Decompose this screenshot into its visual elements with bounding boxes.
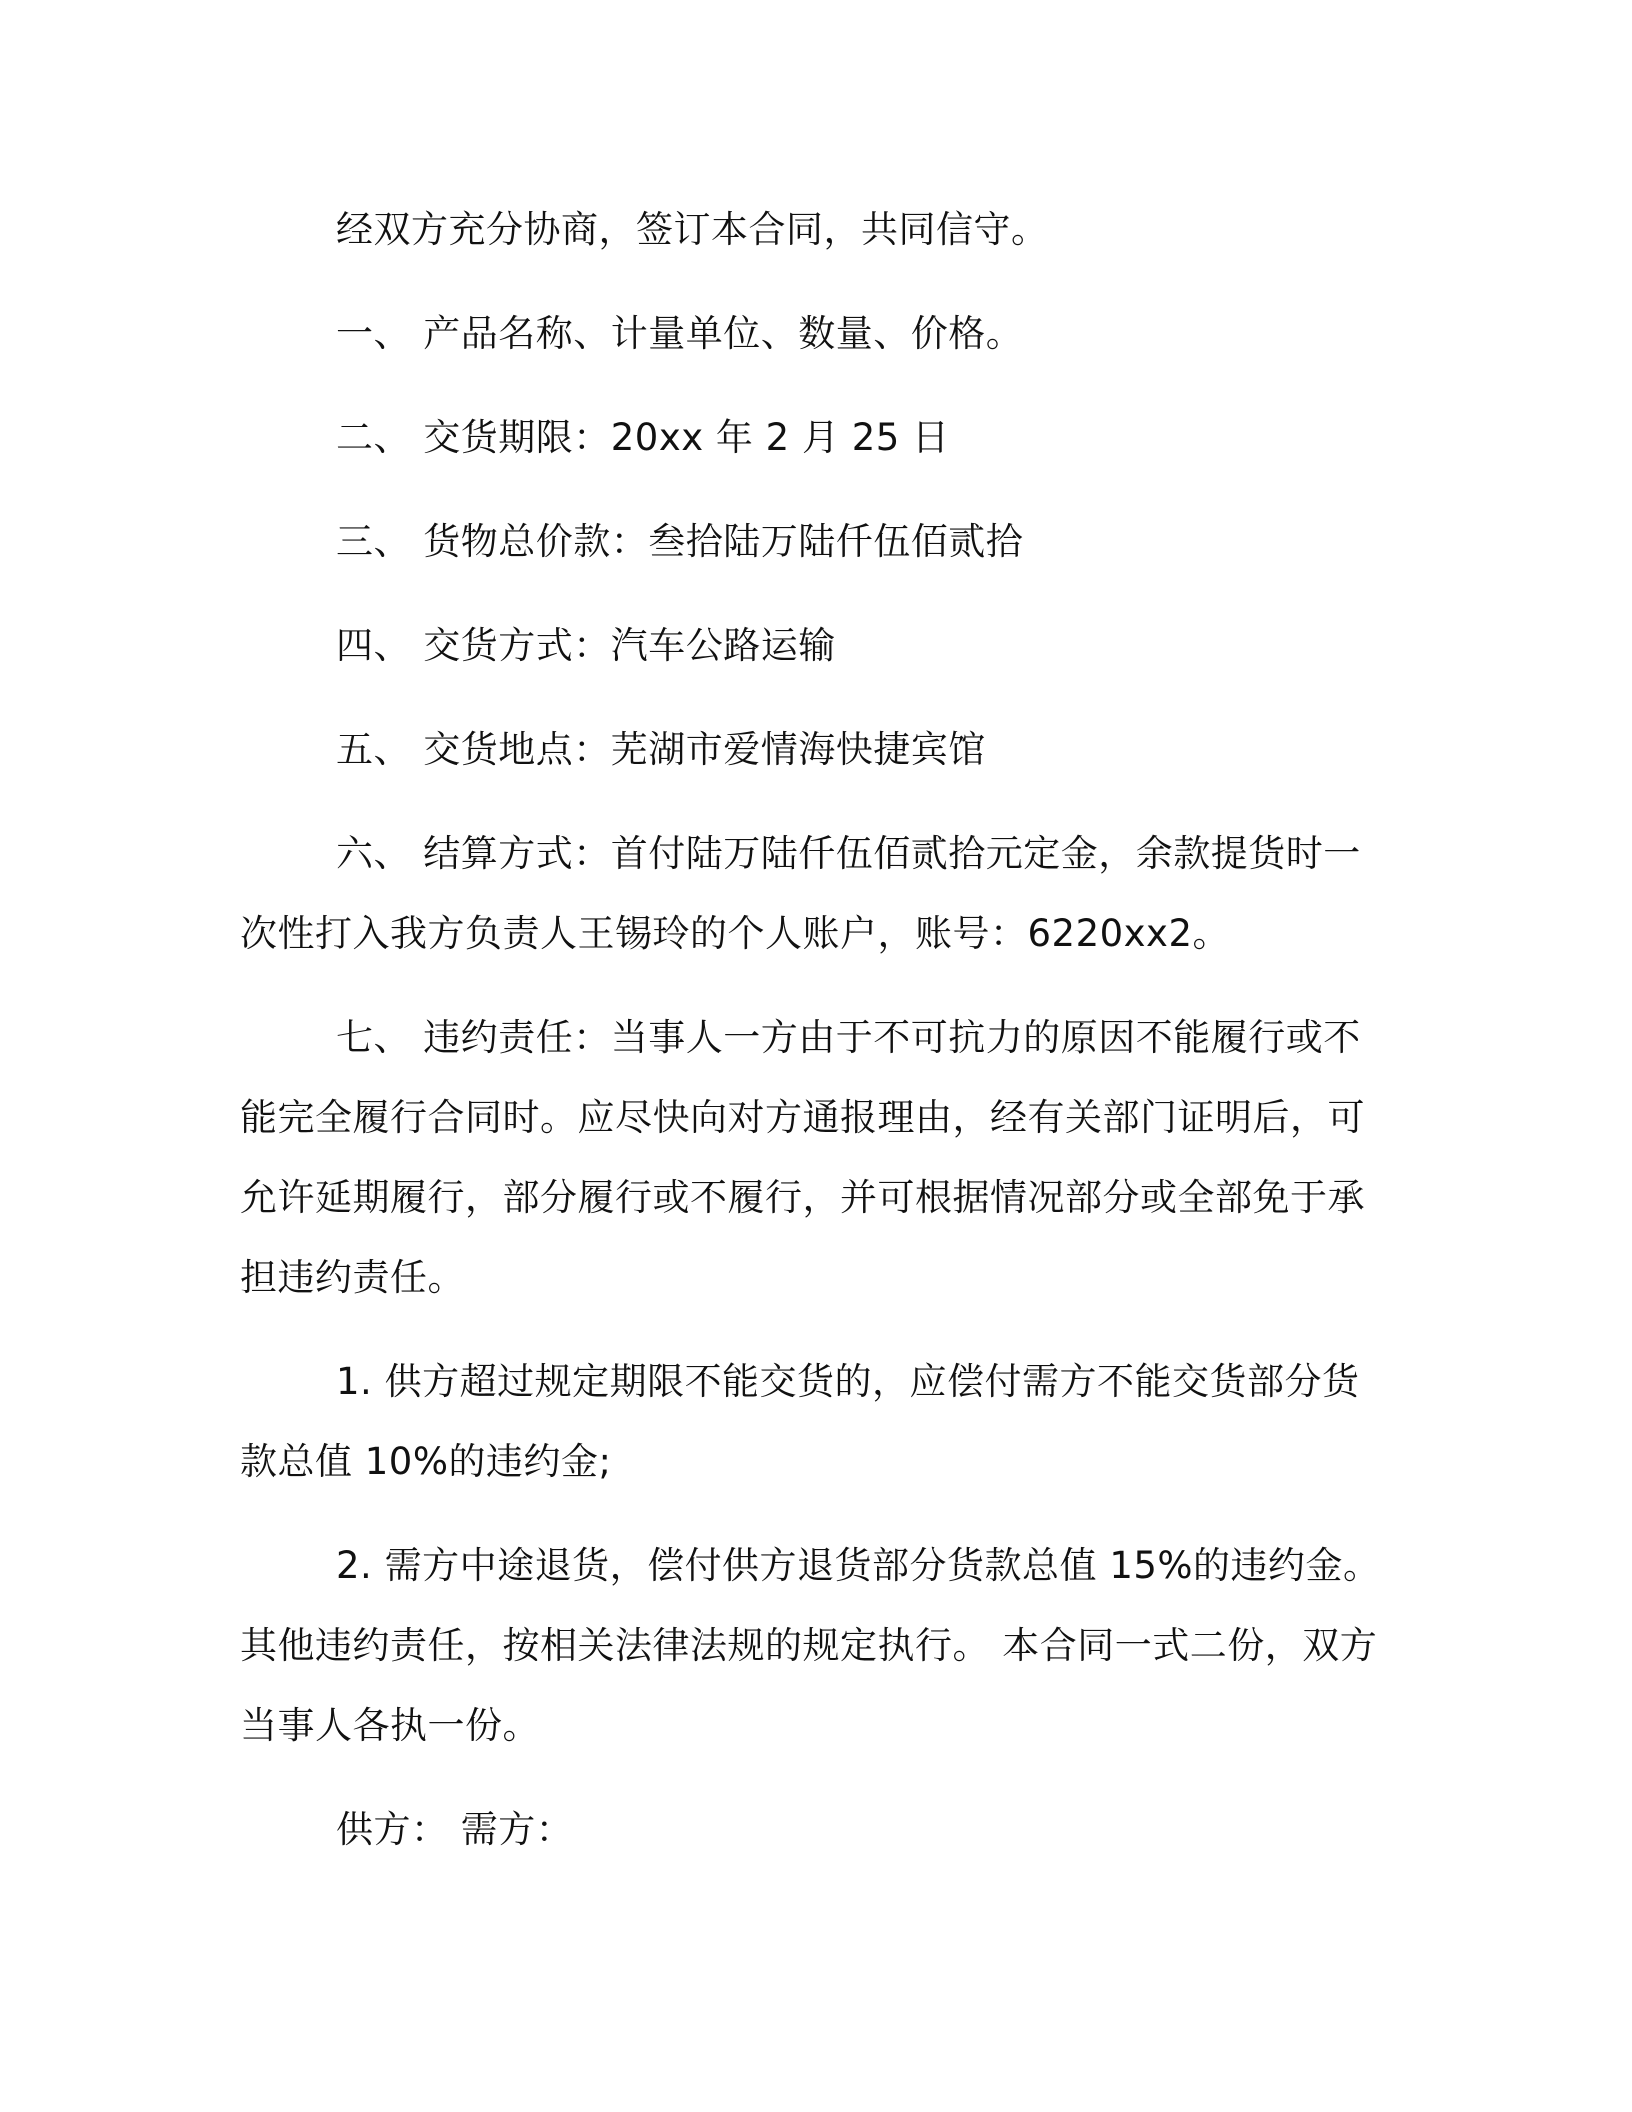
- clause-supplier-penalty: 1. 供方超过规定期限不能交货的，应偿付需方不能交货部分货款总值 10%的违约金;: [240, 1360, 1360, 1483]
- clause-liability: 七、 违约责任：当事人一方由于不可抗力的原因不能履行或不能完全履行合同时。应尽快向对方通报理由，经有关部门证明后，可允许延期履行，部分履行或不履行，并可根据情况部分或全部免于承担违约责任。: [240, 1016, 1365, 1299]
- clause-delivery-deadline: 二、 交货期限：20xx 年 2 月 25 日: [336, 416, 950, 459]
- contract-body: [240, 190, 1390, 1894]
- clause-settlement-method: 六、 结算方式：首付陆万陆仟伍佰贰拾元定金，余款提货时一次性打入我方负责人王锡玲的个人账户，账号：6220xx2。: [240, 832, 1361, 955]
- clause-delivery-method: 四、 交货方式：汽车公路运输: [336, 624, 836, 667]
- signature-line: 供方： 需方：: [336, 1808, 574, 1851]
- intro-paragraph: 经双方充分协商，签订本合同，共同信守。: [336, 208, 1049, 251]
- clause-buyer-penalty: 2. 需方中途退货，偿付供方退货部分货款总值 15%的违约金。其他违约责任，按相关法律法规的规定执行。 本合同一式二份，双方当事人各执一份。: [240, 1544, 1381, 1747]
- clause-delivery-location: 五、 交货地点：芜湖市爱情海快捷宾馆: [336, 728, 986, 771]
- clause-total-price: 三、 货物总价款：叁拾陆万陆仟伍佰贰拾: [336, 520, 1024, 563]
- clause-product-info: 一、 产品名称、计量单位、数量、价格。: [336, 312, 1024, 355]
